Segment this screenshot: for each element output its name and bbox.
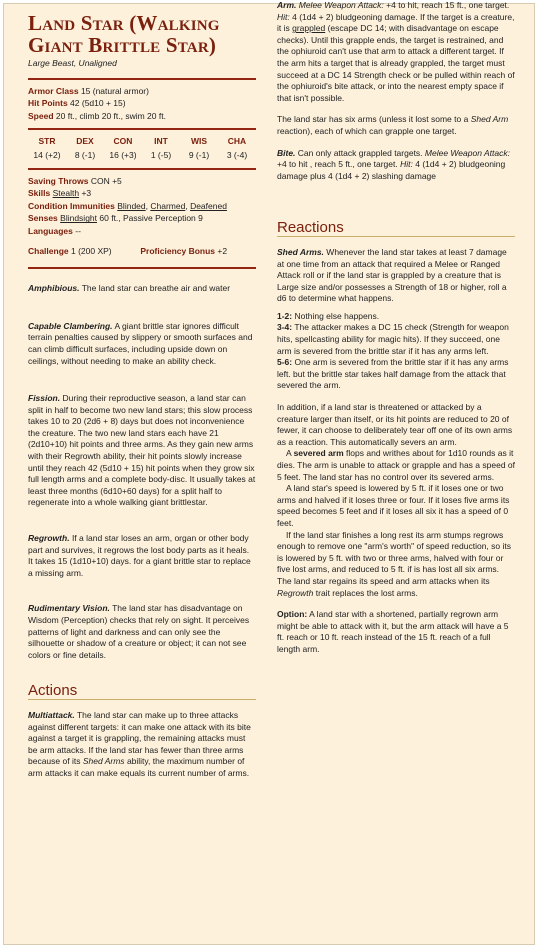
ability-cha: CHA 3 (-4) (226, 136, 248, 160)
blindsight-link[interactable]: Blindsight (60, 213, 98, 224)
divider (28, 78, 256, 80)
divider (28, 168, 256, 170)
ability-con: CON 16 (+3) (109, 136, 137, 160)
ability-str: STR 14 (+2) (33, 136, 61, 160)
monster-name: Land Star (Walking Giant Brittle Star) (28, 11, 220, 57)
roll-1-2: 1-2: Nothing else happens. (277, 310, 380, 321)
roll-5-6: 5-6: One arm is severed from the brittle star if it has any arms left. but the brittle star takes half damage from the attack that severed the arm. (277, 357, 509, 391)
charmed-link[interactable]: Charmed (150, 200, 186, 211)
bite-attack: Bite. Can only attack grappled targets. Melee Weapon Attack: +4 to hit , reach 5 ft., one target. Hit: 4 (1d4 + 2) bludgeoning damage plus 4 (1d4 + 2) slashing damage (277, 147, 510, 181)
ability-scores (28, 136, 256, 161)
senses: Senses Blindsight 60 ft., Passive Perception 9 (28, 213, 203, 224)
speed-reduction-text: A land star's speed is lowered by 5 ft. if it loses one or two arms and halved if it loses three or four. If it loses five arms its speed becomes 5 feet and if it loses all six it has a speed of 0 feet. (277, 483, 510, 528)
blinded-link[interactable]: Blinded (117, 200, 146, 211)
saving-throws: Saving Throws CON +5 (28, 175, 122, 186)
monster-type: Large Beast, Unaligned (28, 58, 117, 68)
option-text: Option: A land star with a shortened, partially regrown arm might be able to attack with it, but the arm attack will have a 5 ft. reach or 10 ft. reach instead of the 15 ft. reach of a full length arm. (277, 609, 509, 654)
deafened-link[interactable]: Deafened (190, 200, 227, 211)
arm-attack: Arm. Melee Weapon Attack: +4 to hit, reach 15 ft., one target. Hit: 4 (1d4 + 2) bludgeoning damage. If the target is a creature, it is grappled (escape DC 14; with disadvantage on escape checks). Until this grapple ends, the target is restrained, and the ophiuroid can't use that arm to attack a different target. If the arm hits a target that is already grappled, the target must succeed at a DC 14 Strength check or be pulled within reach of the ophiuroid's bite attack, or into the nearest empty space if that isn't possible. (277, 0, 515, 103)
reactions-heading: Reactions (277, 222, 515, 237)
right-column (277, 0, 515, 666)
condition-immunities: Condition Immunities Blinded, Charmed, Deafened (28, 200, 227, 211)
trait-regrowth: Regrowth. If a land star loses an arm, organ or other body part and survives, it regrows the lost body parts as it heals. It takes 15 (1d10+10) days. for a giant brittle star to replace a missing arm. (28, 533, 251, 578)
long-rest-text: If the land star finishes a long rest its arm stumps regrows enough to remove one "arm's worth" of speed reduction, so its is lowered by 5 ft. with two or three arms, halved with four or five lost arms, and reduced to 5 ft. if is has lost all six arms. The land star regains its speed and arm attacks when its Regrowth trait replaces the lost arms. (277, 529, 511, 598)
skills: Skills Stealth +3 (28, 188, 92, 199)
ability-int: INT 1 (-5) (150, 136, 172, 160)
stat-block-page (3, 0, 535, 945)
ability-dex: DEX 8 (-1) (74, 136, 96, 160)
divider (28, 128, 256, 130)
divider (28, 267, 256, 269)
reaction-addition: In addition, if a land star is threatened or attacked by a creature larger than itself, or its hit points are reduced to 20 of fewer, it can choose to deliberately tear off one of its own arms as a reaction. This automatically severs an arm. (277, 402, 513, 447)
ability-wis: WIS 9 (-1) (188, 136, 210, 160)
action-multiattack: Multiattack. The land star can make up to three attacks against different targets: it can make one attack with its bite against a target it is grappling, the remaining attacks must be arm attacks. If the land star has fewer than three arms because of its Shed Arms ability, the maximum number of arm attacks it can make equals its current number of arms. (28, 709, 251, 778)
speed: Speed 20 ft., climb 20 ft., swim 20 ft. (28, 110, 166, 121)
roll-3-4: 3-4: The attacker makes a DC 15 check (Strength for weapon hits, spellcasting ability for magic hits). If they succeed, one arm is severed from the brittle star if it has any arms left. (277, 322, 509, 356)
languages: Languages -- (28, 225, 81, 236)
trait-amphibious: Amphibious. The land star can breathe air and water (28, 283, 231, 294)
armor-class: Armor Class 15 (natural armor) (28, 85, 149, 96)
trait-capable-clambering: Capable Clambering. A giant brittle star ignores difficult terrain penalties caused by slippery or smooth surfaces and can climb difficult surfaces, including upside down on ceilings, without needing to make an ability check. (28, 320, 253, 366)
severed-arm-text: A severed arm flops and writhes about for 1d10 rounds as it dies. The arm is unable to attack or grapple and has a speed of 5 feet. The land star has no control over its severed arms. (277, 448, 515, 482)
left-column (28, 10, 256, 780)
actions-heading: Actions (28, 685, 256, 700)
hit-points: Hit Points 42 (5d10 + 15) (28, 98, 126, 109)
trait-fission: Fission. During their reproductive season, a land star can split in half to become two new land stars; this slow process takes 10 to 20 (2d6 + 8) days but does not inconvenience the creature. The two new land stars each have 21 (2d10+10) hit points and three arms. As they gain new arms with their Regrowth ability, their hit points slowly increase until they reach 42 (5d10 + 15) hit points when they grow six full length arms and a complete body-disc. It usually takes at least three months (6d10+60 days) for a split half to regenerate into a whole walking giant brittlestar. (28, 393, 256, 508)
six-arms-text: The land star has six arms (unless it lost some to a Shed Arm reaction), each of which can grapple one target. (277, 114, 509, 136)
grappled-link[interactable]: grappled (292, 23, 326, 34)
reaction-shed-arms: Shed Arms. Whenever the land star takes at least 7 damage at one time from an attack that required a Melee or Ranged Attack roll or if the land star is grappled by a creature that is Large size and/or possesses a Strength of 18 or higher, roll a d6 to determine what happens. (277, 246, 507, 304)
challenge-row: Challenge 1 (200 XP) Proficiency Bonus +2 (28, 245, 228, 256)
trait-rudimentary-vision: Rudimentary Vision. The land star has disadvantage on Wisdom (Perception) checks that rely on sight. It perceives patterns of light and darkness and can only see the silhouette or shadow of a creature or object; it can not see colors or fine details. (28, 603, 250, 660)
stealth-link[interactable]: Stealth (52, 188, 80, 199)
